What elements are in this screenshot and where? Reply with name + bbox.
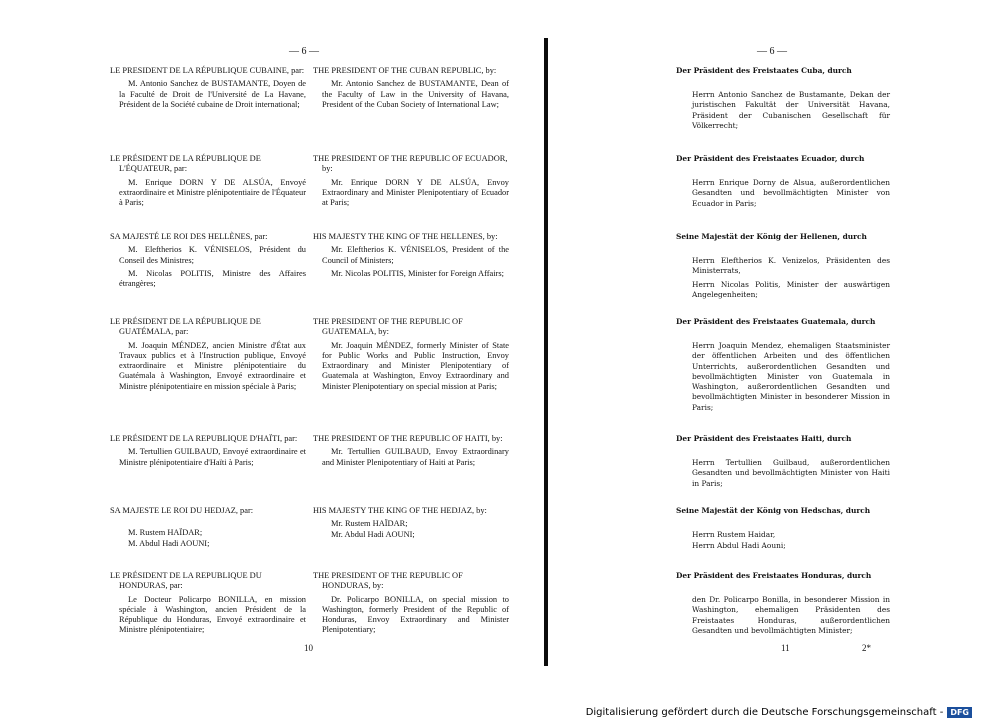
left-page-number-top: — 6 — <box>289 46 319 57</box>
english-block-3 <box>313 317 509 392</box>
german-heading: Der Präsident des Freistaates Guatemala, durch <box>676 317 876 326</box>
footer-text: Digitalisierung gefördert durch die Deutsche Forschungsgemeinschaft - <box>585 707 944 718</box>
english-entry: Mr. Tertullien GUILBAUD, Envoy Extraordinary and Minister Plenipotentiary of Haiti at Paris; <box>322 447 509 467</box>
english-heading: HIS MAJESTY THE KING OF THE HEDJAZ, by: <box>313 506 487 515</box>
english-entry: Mr. Abdul Hadi AOUNI; <box>331 529 415 539</box>
french-heading: SA MAJESTÉ LE ROI DES HELLÈNES, par: <box>110 232 268 241</box>
french-entry: M. Rustem HAÏDAR; <box>128 528 203 538</box>
english-entry: Mr. Eleftherios K. VÉNISELOS, President of the Council of Ministers; <box>322 245 509 265</box>
french-block-1 <box>110 154 306 208</box>
german-entry: Herrn Rustem Haidar, <box>692 530 776 539</box>
french-heading: LE PRÉSIDENT DE LA RÉPUBLIQUE DE GUATÉMALA, par: <box>110 317 261 337</box>
german-entry: Herrn Nicolas Politis, Minister der auswärtigen Angelegenheiten; <box>692 280 890 300</box>
french-entry: Le Docteur Policarpo BONILLA, en mission spéciale à Washington, ancien Président de la République du Honduras, Envoyé extraordinaire et Ministre plénipotentiaire; <box>119 594 306 635</box>
english-block-6 <box>313 571 509 636</box>
english-heading: HIS MAJESTY THE KING OF THE HELLENES, by: <box>313 232 498 241</box>
dfg-logo: DFG <box>947 707 972 718</box>
french-heading: LE PRÉSIDENT DE LA REPUBLIQUE D'HAÏTI, par: <box>110 434 298 443</box>
right-page-number-top: — 6 — <box>757 46 787 57</box>
french-block-5 <box>110 506 306 549</box>
english-entry: Mr. Antonio Sanchez de BUSTAMANTE, Dean of the Faculty of Law in the University of Havana, President of the Cuban Society of International Law; <box>322 79 509 109</box>
french-heading: LE PRESIDENT DE LA RÉPUBLIQUE CUBAINE, par: <box>110 66 305 75</box>
signature-mark: 2* <box>862 643 871 653</box>
left-page-number-bottom: 10 <box>304 643 313 653</box>
english-block-1 <box>313 154 509 208</box>
english-heading: THE PRESIDENT OF THE REPUBLIC OF GUATEMALA, by: <box>313 317 463 337</box>
english-entry: Mr. Enrique DORN Y DE ALSÚA, Envoy Extraordinary and Minister Plenipotentiary of Ecuador at Paris; <box>322 177 509 208</box>
french-heading: SA MAJESTE LE ROI DU HEDJAZ, par: <box>110 506 254 515</box>
english-heading: THE PRESIDENT OF THE CUBAN REPUBLIC, by: <box>313 66 497 75</box>
french-heading: LE PRÉSIDENT DE LA REPUBLIQUE DU HONDURAS, par: <box>110 571 262 591</box>
french-entry: M. Abdul Hadi AOUNI; <box>128 538 210 548</box>
english-entry: Mr. Joaquin MÉNDEZ, formerly Minister of State for Public Works and Public Instruction, Envoy Extraordinary and Minister Plenipotentiary of Guatemala at Washington, Envoy Extraordinary and Minister Plenipotentiary on special mission at Paris; <box>322 340 509 391</box>
german-heading: Der Präsident des Freistaates Honduras, durch <box>676 571 872 580</box>
german-heading: Der Präsident des Freistaates Ecuador, durch <box>676 154 865 163</box>
english-entry: Mr. Rustem HAÏDAR; <box>331 519 408 529</box>
german-entry: Herrn Enrique Dorny de Alsua, außerordentlichen Gesandten und bevollmächtigten Minister von Ecuador in Paris; <box>692 178 890 208</box>
german-heading: Der Präsident des Freistaates Haiti, durch <box>676 434 852 443</box>
german-entry: Herrn Abdul Hadi Aouni; <box>692 541 786 550</box>
german-heading: Der Präsident des Freistaates Cuba, durch <box>676 66 852 75</box>
french-block-2 <box>110 232 306 289</box>
german-entry: Herrn Antonio Sanchez de Bustamante, Dekan der juristischen Fakultät der Universität Havana, Präsident der Cubanischen Gesellschaft für Völkerrecht; <box>692 90 890 130</box>
english-block-5 <box>313 506 509 540</box>
english-heading: THE PRESIDENT OF THE REPUBLIC OF ECUADOR, by: <box>313 154 508 174</box>
right-page-number-bottom: 11 <box>781 643 790 653</box>
english-entry: Mr. Nicolas POLITIS, Minister for Foreign Affairs; <box>331 268 504 278</box>
english-heading: THE PRESIDENT OF THE REPUBLIC OF HONDURAS, by: <box>313 571 463 591</box>
english-block-4 <box>313 434 509 468</box>
english-heading: THE PRESIDENT OF THE REPUBLIC OF HAITI, by: <box>313 434 503 443</box>
german-entry: Herrn Tertullien Guilbaud, außerordentlichen Gesandten und bevollmächtigten Minister von Haiti in Paris; <box>692 458 890 488</box>
german-entry: den Dr. Policarpo Bonilla, in besonderer Mission in Washington, ehemaligen Präsidenten des Freistaates Honduras, außerordentlichen Gesandten und bevollmächtigten Minister; <box>692 595 890 635</box>
french-heading: LE PRÉSIDENT DE LA RÉPUBLIQUE DE L'ÉQUATEUR, par: <box>110 154 261 174</box>
french-entry: M. Nicolas POLITIS, Ministre des Affaires étrangères; <box>119 268 306 289</box>
english-block-0 <box>313 66 509 110</box>
book-spine <box>544 38 548 666</box>
french-entry: M. Enrique DORN Y DE ALSÚA, Envoyé extraordinaire et Ministre plénipotentiaire de l'Équateur à Paris; <box>119 177 306 208</box>
french-entry: M. Tertullien GUILBAUD, Envoyé extraordinaire et Ministre plénipotentiaire d'Haïti à Paris; <box>119 447 306 467</box>
english-block-2 <box>313 232 509 279</box>
digitization-footer <box>586 707 972 718</box>
french-block-3 <box>110 317 306 392</box>
german-entry: Herrn Eleftherios K. Venizelos, Präsidenten des Ministerrats, <box>692 256 890 276</box>
german-entry: Herrn Joaquin Mendez, ehemaligen Staatsminister der öffentlichen Arbeiten und des öffentlichen Unterrichts, außerordentlichen Gesandten und bevollmächtigten Minister von Guatemala in Washington, außerordentlichen Gesandten und bevollmächtigten Minister in besonderer Mission in Paris; <box>692 341 890 412</box>
french-entry: M. Eleftherios K. VÉNISELOS, Président du Conseil des Ministres; <box>119 245 306 265</box>
english-entry: Dr. Policarpo BONILLA, on special mission to Washington, formerly President of the Republic of Honduras, Envoy Extraordinary and Minister Plenipotentiary; <box>322 594 509 635</box>
french-block-6 <box>110 571 306 636</box>
french-block-0 <box>110 66 306 110</box>
french-entry: M. Antonio Sanchez de BUSTAMANTE, Doyen de la Faculté de Droit de l'Université de La Havane, Président de la Société cubaine de Droit international; <box>119 79 306 109</box>
german-heading: Seine Majestät der König von Hedschas, durch <box>676 506 871 515</box>
french-block-4 <box>110 434 306 468</box>
french-entry: M. Joaquin MÉNDEZ, ancien Ministre d'État aux Travaux publics et à l'Instruction publique, Envoyé extraordinaire et Ministre plénipotentiaire du Guatémala à Washington, Envoyé extraordinaire et Ministre plénipotentiaire en mission spéciale à Paris; <box>119 340 306 391</box>
german-heading: Seine Majestät der König der Hellenen, durch <box>676 232 867 241</box>
